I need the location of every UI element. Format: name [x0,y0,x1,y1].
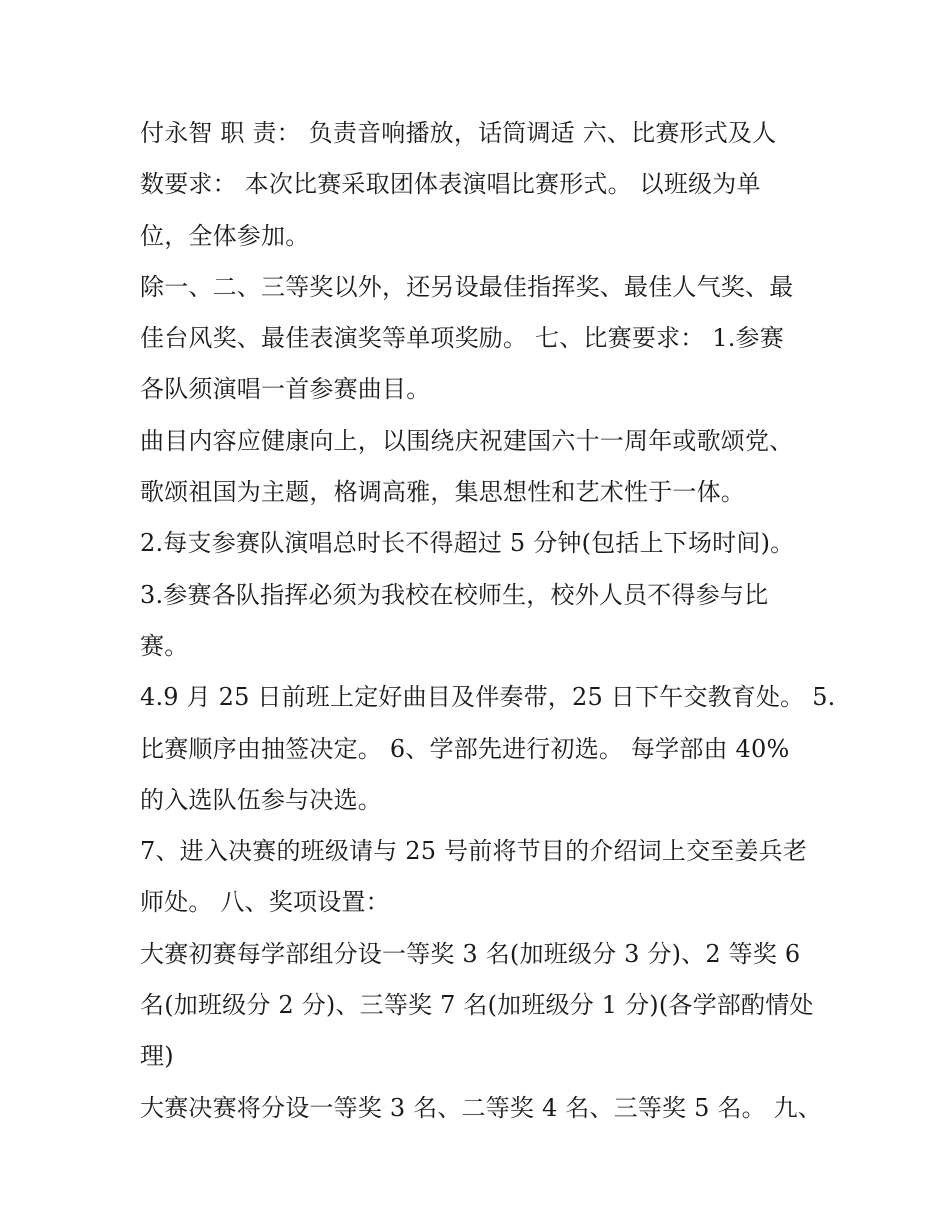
text-line: 赛。 [140,631,189,660]
text-line: 各队须演唱一首参赛曲目。 [140,375,431,404]
text-line: 师处。 八、奖项设置： [140,888,390,917]
text-line: 2.每支参赛队演唱总时长不得超过 5 分钟(包括上下场时间)。 [140,529,795,558]
text-line: 的入选队伍参与决选。 [140,785,382,814]
text-line: 曲目内容应健康向上，以围绕庆祝建国六十一周年或歌颂党、 [140,426,794,455]
text-line: 理) [140,1042,174,1071]
text-line: 付永智 职 责： 负责音响播放，话筒调适 六、比赛形式及人 [140,119,777,147]
document-body [140,108,836,1134]
text-line: 7、进入决赛的班级请与 25 号前将节目的介绍词上交至姜兵老 [140,837,808,866]
text-line: 数要求： 本次比赛采取团体表演唱比赛形式。 以班级为单 [140,170,761,199]
text-line: 佳台风奖、最佳表演奖等单项奖励。 七、比赛要求： 1.参赛 [140,324,784,353]
text-line: 3.参赛各队指挥必须为我校在校师生，校外人员不得参与比 [140,580,769,609]
text-line: 大赛初赛每学部组分设一等奖 3 名(加班级分 3 分)、2 等奖 6 [140,939,801,968]
text-line: 名(加班级分 2 分)、三等奖 7 名(加班级分 1 分)(各学部酌情处 [140,991,814,1020]
text-line: 4.9 月 25 日前班上定好曲目及伴奏带，25 日下午交教育处。 5. [140,683,836,712]
text-line: 歌颂祖国为主题，格调高雅，集思想性和艺术性于一体。 [140,478,745,507]
text-line: 除一、二、三等奖以外，还另设最佳指挥奖、最佳人气奖、最 [140,272,794,301]
text-line: 大赛决赛将分设一等奖 3 名、二等奖 4 名、三等奖 5 名。 九、 [140,1093,823,1122]
text-line: 位，全体参加。 [140,221,310,250]
text-line: 比赛顺序由抽签决定。 6、学部先进行初选。 每学部由 40% [140,734,790,763]
